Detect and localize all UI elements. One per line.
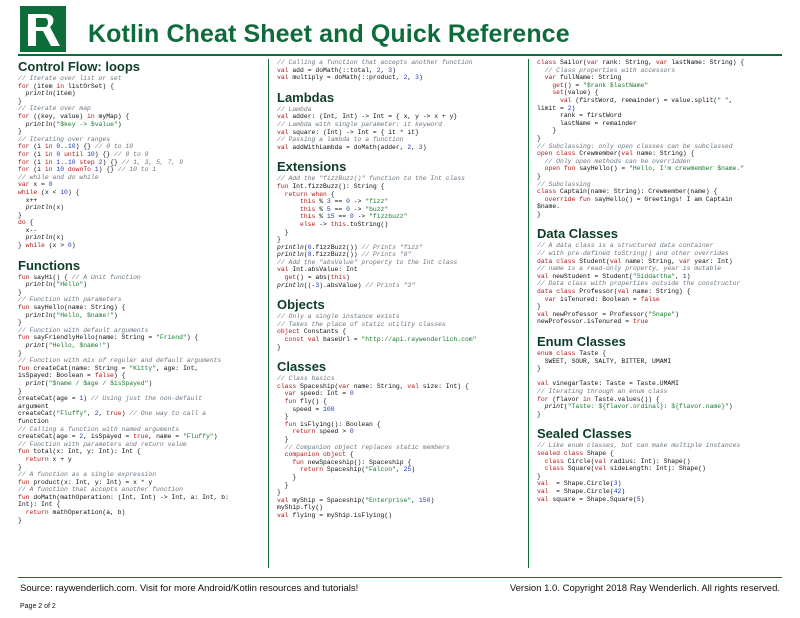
- code-line: class Square(val sideLength: Int): Shape(): [544, 465, 706, 473]
- code-line: }: [18, 387, 22, 395]
- code-line: print("Taste: ${flavor.ordinal}: ${flavor.name}"): [544, 403, 733, 411]
- code-line: }: [537, 134, 541, 142]
- code-line: }: [537, 365, 541, 373]
- page-title: Kotlin Cheat Sheet and Quick Reference: [88, 20, 570, 48]
- code-line: // Class properties with accessors: [544, 66, 676, 74]
- code-line: // Function with default arguments: [18, 326, 149, 334]
- section-heading: Sealed Classes: [537, 426, 632, 442]
- code-line: val addWithLambda = doMath(adder, 2, 3): [277, 143, 427, 151]
- code-line: open fun sayHello() = "Hello, I'm crewmember $name.": [544, 165, 745, 173]
- code-line: fun Int.fizzBuzz(): String {: [277, 182, 385, 190]
- code-line: fun newSpaceship(): Spaceship {: [292, 458, 412, 466]
- column-1: [18, 59, 263, 568]
- code-line: // name is a read-only property, year is mutable: [537, 265, 722, 273]
- code-line: limit = 2): [537, 104, 576, 112]
- code-line: // Takes the place of static utility classes: [277, 320, 446, 328]
- section-heading: Functions: [18, 257, 81, 273]
- code-section: [277, 359, 529, 519]
- code-line: for (i in 0..10) {} // 0 to 10: [18, 143, 134, 151]
- code-section: [537, 226, 789, 326]
- code-line: // Iterating over ranges: [18, 135, 111, 143]
- code-line: get() = abs(this): [284, 274, 350, 282]
- code-line: return when {: [284, 190, 335, 198]
- code-line: }: [537, 172, 541, 180]
- code-line: fun fly() {: [284, 398, 327, 405]
- section-heading: Data Classes: [537, 226, 618, 242]
- code-line: }: [277, 481, 289, 489]
- code-line: $name.: [537, 203, 561, 211]
- code-line: }: [18, 97, 22, 105]
- code-line: val square: (Int) -> Int = { it * it}: [277, 128, 419, 136]
- code-line: return x + y: [25, 455, 72, 463]
- code-line: set(value) {: [552, 89, 599, 97]
- code-line: // Function with parameters and return value: [18, 440, 187, 448]
- code-line: createCat(age = 2, isSpayed = true, name = "Fluffy"): [18, 433, 218, 441]
- section-heading: Classes: [277, 359, 327, 375]
- code-line: val = Shape.Circle(3): [537, 480, 622, 488]
- code-section: [537, 334, 789, 418]
- code-line: val vinegarTaste: Taste = Taste.UMAMI: [537, 380, 679, 388]
- code-block: [537, 350, 789, 418]
- code-line: for (item in listOrSet) {: [18, 82, 114, 90]
- code-line: fun isFlying(): Boolean {: [284, 420, 381, 428]
- code-line: else -> this.toString(): [300, 220, 389, 228]
- code-line: // Iterate over map: [18, 105, 91, 113]
- code-line: val myShip = Spaceship("Enterprise", 150): [277, 496, 435, 504]
- code-line: fun total(x: Int, y: Int): Int {: [18, 448, 141, 456]
- code-line: class Captain(name: String): Crewmember(name) {: [537, 188, 718, 196]
- code-line: return speed > 0: [292, 428, 354, 436]
- footer-divider: [18, 577, 782, 578]
- code-line: companion object {: [284, 451, 354, 459]
- code-line: // Calling a function that accepts another function: [277, 59, 473, 66]
- code-line: }: [277, 236, 281, 244]
- code-line: for (i in 1..10 step 2) {} // 1, 3, 5, 7, 9: [18, 158, 183, 166]
- code-line: this % 3 == 0 -> "fizz": [300, 198, 389, 206]
- raywenderlich-logo-icon: [20, 6, 66, 52]
- code-line: argument: [18, 402, 49, 410]
- code-line: val newStudent = Student("Siddartha", 1): [537, 272, 691, 280]
- code-line: // Iterating through an enum class: [537, 387, 668, 395]
- code-line: override fun sayHello() = Greetings! I am Captain: [544, 195, 733, 203]
- code-line: }: [18, 128, 22, 136]
- code-line: }: [537, 210, 541, 218]
- code-line: var fullName: String: [544, 74, 622, 82]
- section-heading: Extensions: [277, 159, 347, 175]
- code-line: println(x): [25, 204, 65, 212]
- code-line: sealed class Shape {: [537, 449, 614, 457]
- code-line: return Spaceship("Falcon", 25): [300, 466, 416, 474]
- code-line: // Iterate over list or set: [18, 75, 122, 82]
- code-line: }: [277, 489, 281, 497]
- code-section: [18, 258, 263, 525]
- code-line: // Add the "absValue" property to the Int class: [277, 258, 458, 266]
- code-line: data class Professor(val name: String) {: [537, 288, 691, 296]
- column-2: [268, 59, 529, 568]
- code-line: // with pre-defined toString() and other overrides: [537, 250, 729, 258]
- code-line: }: [277, 228, 289, 236]
- code-line: println(6.fizzBuzz()) // Prints "fizz": [277, 243, 423, 251]
- section-heading: Lambdas: [277, 89, 335, 105]
- code-line: speed = 100: [277, 405, 335, 413]
- code-line: data class Student(val name: String, var year: Int): [537, 257, 733, 265]
- code-section: [537, 59, 789, 218]
- code-line: return mathOperation(a, b): [25, 509, 126, 517]
- section-heading: Control Flow: loops: [18, 59, 141, 74]
- footer-copyright: Version 1.0. Copyright 2018 Ray Wenderlich. All rights reserved.: [509, 583, 780, 594]
- code-section: [277, 159, 529, 289]
- code-line: [537, 373, 789, 381]
- code-line: }: [277, 435, 289, 443]
- code-line: do {: [18, 219, 34, 227]
- code-line: }: [537, 472, 541, 480]
- code-line: // Calling a function with named arguments: [18, 425, 180, 433]
- code-line: val newProfessor = Professor("Snape"): [537, 310, 679, 318]
- code-line: // A function that accepts another function: [18, 486, 183, 494]
- code-line: newProfessor.isTenured = true: [537, 318, 649, 326]
- code-line: }: [277, 413, 289, 421]
- code-line: // Only a single instance exists: [277, 313, 400, 321]
- code-line: for (flavor in Taste.values()) {: [537, 395, 660, 403]
- code-line: for ((key, value) in myMap) {: [18, 112, 130, 120]
- code-line: lastName = remainder: [537, 119, 637, 127]
- code-line: isSpayed: Boolean = false) {: [18, 372, 126, 380]
- code-line: }: [537, 410, 541, 418]
- code-line: }: [18, 463, 22, 471]
- code-line: println((-3).absValue) // Prints "3": [277, 281, 416, 289]
- code-line: println("$key -> $value"): [25, 120, 122, 128]
- code-block: [277, 375, 529, 519]
- code-block: [277, 175, 529, 289]
- code-line: class Spaceship(var name: String, val size: Int) {: [277, 382, 469, 390]
- code-line: println("Hello"): [25, 281, 88, 289]
- code-block: [277, 106, 529, 152]
- code-line: fun sayHello(name: String) {: [18, 304, 126, 312]
- code-line: var isTenured: Boolean = false: [544, 295, 660, 303]
- code-line: function: [18, 417, 49, 425]
- code-line: createCat("Fluffy", 2, true) // One way to call a: [18, 410, 206, 418]
- code-line: // Subclassing: only open classes can be subclassed: [537, 142, 733, 150]
- code-line: x++: [18, 196, 38, 204]
- code-block: [277, 59, 529, 82]
- code-block: [537, 59, 789, 218]
- footer-source: Source: raywenderlich.com. Visit for more Android/Kotlin resources and tutorials!: [20, 583, 359, 594]
- code-line: // A function as a single expression: [18, 471, 157, 479]
- code-block: [18, 75, 263, 250]
- code-line: createCat(age = 1) // Using just the non-default: [18, 395, 203, 403]
- section-heading: Enum Classes: [537, 334, 626, 349]
- code-line: }: [18, 319, 22, 327]
- code-line: // Class basics: [277, 375, 335, 383]
- code-line: // while and do while: [18, 173, 99, 181]
- code-line: rank = firstWord: [537, 112, 622, 120]
- code-section: [277, 90, 529, 152]
- code-line: fun product(x: Int, y: Int) = x * y: [18, 478, 153, 486]
- code-line: SWEET, SOUR, SALTY, BITTER, UMAMI: [537, 357, 672, 365]
- code-block: [537, 442, 789, 503]
- code-line: x--: [18, 226, 38, 234]
- code-line: // Lambda with single parameter: it keyword: [277, 120, 442, 128]
- code-line: }: [277, 473, 297, 481]
- code-line: class Sailor(var rank: String, var lastName: String) {: [537, 59, 745, 66]
- section-heading: Objects: [277, 297, 325, 313]
- code-section: [277, 297, 529, 351]
- code-line: Int): Int {: [18, 501, 61, 509]
- code-line: class Circle(val radius: Int): Shape(): [544, 457, 691, 465]
- code-line: // Only open methods can be overridden: [544, 157, 691, 165]
- code-line: }: [18, 349, 22, 357]
- page-number: Page 2 of 2: [20, 603, 56, 610]
- code-line: val Int.absValue: Int: [277, 266, 358, 274]
- code-line: } while (x > 0): [18, 242, 76, 250]
- page-header: [0, 0, 800, 56]
- code-line: val = Shape.Circle(42): [537, 487, 626, 495]
- code-section: [537, 426, 789, 503]
- code-line: for (i in 0 until 10) {} // 0 to 9: [18, 150, 149, 158]
- code-block: [18, 274, 263, 525]
- code-line: print("$name / $age / $isSpayed"): [25, 379, 153, 387]
- code-line: // Lambda: [277, 105, 312, 113]
- code-line: while (x < 10) {: [18, 188, 80, 196]
- code-line: }: [277, 343, 281, 351]
- code-line: val adder: (Int, Int) -> Int = { x, y -> x + y}: [277, 113, 458, 121]
- column-3: [528, 59, 789, 568]
- code-line: fun createCat(name: String = "Kitty", age: Int,: [18, 364, 199, 372]
- code-line: val square = Shape.Square(5): [537, 495, 645, 503]
- code-line: println(8.fizzBuzz()) // Prints "8": [277, 251, 412, 259]
- code-line: println(item): [25, 90, 76, 98]
- code-line: fun doMath(mathOperation: (Int, Int) -> Int, a: Int, b:: [18, 493, 229, 501]
- code-line: for (i in 10 downTo 1) {} // 10 to 1: [18, 166, 157, 174]
- code-line: var speed: Int = 0: [284, 390, 354, 398]
- code-line: }: [537, 303, 541, 311]
- code-line: this % 5 == 0 -> "buzz": [300, 205, 389, 213]
- code-line: myShip.fly(): [277, 504, 324, 512]
- code-section: [18, 59, 263, 250]
- code-block: [277, 313, 529, 351]
- code-line: // Passing a lambda to a function: [277, 136, 404, 144]
- code-line: val multiply = doMath(::product, 2, 3): [277, 74, 423, 82]
- code-line: }: [537, 127, 557, 135]
- code-line: enum class Taste {: [537, 350, 607, 357]
- code-line: fun sayFriendlyHello(name: String = "Friend") {: [18, 334, 199, 342]
- header-divider: [18, 54, 782, 56]
- code-line: const val baseUrl = "http://api.raywenderlich.com": [284, 336, 477, 344]
- code-line: // Function with parameters: [18, 296, 122, 304]
- code-line: // Function with mix of regular and default arguments: [18, 357, 222, 365]
- code-line: val add = doMath(::total, 2, 3): [277, 66, 396, 74]
- code-line: this % 15 == 0 -> "fizzbuzz": [300, 213, 408, 221]
- code-line: println("Hello, $name!"): [25, 311, 118, 319]
- code-line: get() = "$rank $lastName": [552, 81, 649, 89]
- code-line: // Data class with properties outside the constructor: [537, 280, 741, 288]
- code-line: println(x): [25, 234, 65, 242]
- code-line: }: [18, 288, 22, 296]
- code-line: val flying = myShip.isFlying(): [277, 511, 393, 519]
- code-line: }: [18, 516, 22, 524]
- code-block: [537, 242, 789, 326]
- code-line: fun sayHi() { // A Unit function: [18, 273, 141, 281]
- code-line: print("Hello, $name!"): [25, 342, 111, 349]
- code-line: object Constants {: [277, 328, 347, 336]
- code-line: // Subclassing: [537, 180, 591, 188]
- code-line: // Like enum classes, but can make multiple instances: [537, 442, 741, 450]
- code-line: open class Crewmember(val name: String) {: [537, 150, 695, 158]
- code-line: // Add the "fizzBuzz()" function to the Int class: [277, 175, 465, 183]
- code-line: val (firstWord, remainder) = value.split(" ",: [560, 96, 733, 104]
- code-line: var x = 0: [18, 181, 53, 189]
- code-line: }: [18, 211, 22, 219]
- code-line: // A data class is a structured data container: [537, 242, 714, 250]
- code-section: [277, 59, 529, 82]
- code-line: // Companion object replaces static members: [284, 443, 450, 451]
